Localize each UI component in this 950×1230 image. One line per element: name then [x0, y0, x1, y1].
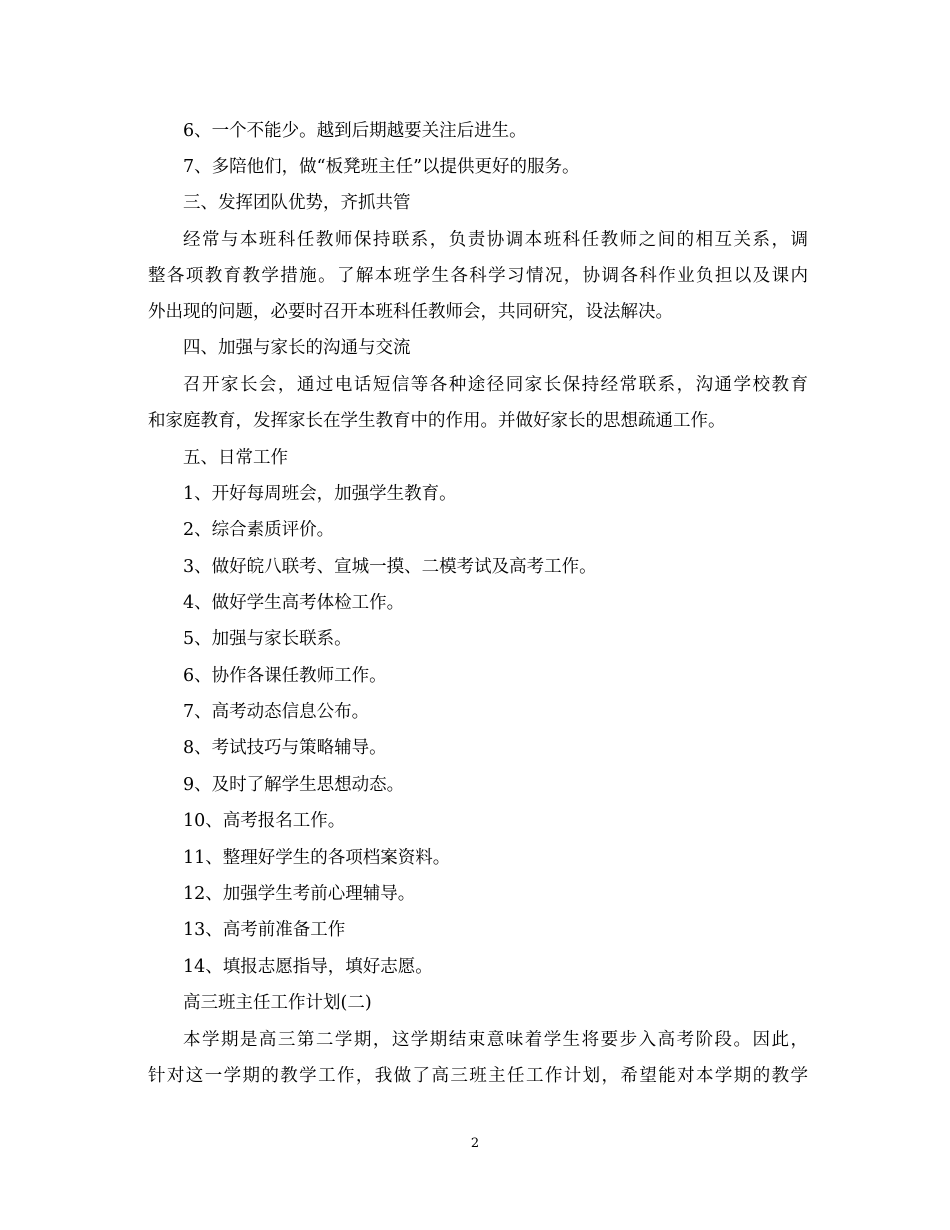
- list-item: 14、填报志愿指导，填好志愿。: [183, 957, 433, 977]
- list-item: 1、开好每周班会，加强学生教育。: [183, 484, 457, 504]
- paragraph-line: 外出现的问题，必要时召开本班科任教师会，共同研究，设法解决。: [148, 302, 673, 322]
- paragraph-line: 召开家长会，通过电话短信等各种途径同家长保持经常联系，沟通学校教育: [183, 375, 808, 395]
- list-item: 2、综合素质评价。: [183, 520, 335, 540]
- paragraph-line: 本学期是高三第二学期，这学期结束意味着学生将要步入高考阶段。因此，: [183, 1030, 808, 1050]
- list-item: 11、整理好学生的各项档案资料。: [183, 848, 451, 868]
- list-item: 12、加强学生考前心理辅导。: [183, 884, 416, 904]
- list-item-7: 7、多陪他们，做“板凳班主任”以提供更好的服务。: [183, 157, 580, 177]
- paragraph-line: 整各项教育教学措施。了解本班学生各科学习情况，协调各科作业负担以及课内: [148, 266, 808, 286]
- list-item: 13、高考前准备工作: [183, 920, 346, 940]
- paragraph-line: 经常与本班科任教师保持联系，负责协调本班科任教师之间的相互关系，调: [183, 230, 808, 250]
- list-item: 5、加强与家长联系。: [183, 629, 352, 649]
- section-title: 高三班主任工作计划(二): [183, 993, 372, 1013]
- list-item: 8、考试技巧与策略辅导。: [183, 738, 387, 758]
- paragraph-line: 和家庭教育，发挥家长在学生教育中的作用。并做好家长的思想疏通工作。: [148, 411, 726, 431]
- list-item: 4、做好学生高考体检工作。: [183, 593, 405, 613]
- section-heading-3: 三、发挥团队优势，齐抓共管: [183, 193, 411, 213]
- list-item: 10、高考报名工作。: [183, 811, 346, 831]
- list-item: 3、做好皖八联考、宣城一摸、二模考试及高考工作。: [183, 557, 597, 577]
- list-item: 9、及时了解学生思想动态。: [183, 775, 405, 795]
- section-heading-5: 五、日常工作: [183, 448, 288, 468]
- paragraph-line: 针对这一学期的教学工作，我做了高三班主任工作计划，希望能对本学期的教学: [148, 1066, 808, 1086]
- list-item: 6、协作各课任教师工作。: [183, 666, 387, 686]
- page-number: 2: [470, 1136, 480, 1151]
- list-item: 7、高考动态信息公布。: [183, 702, 370, 722]
- section-heading-4: 四、加强与家长的沟通与交流: [183, 338, 411, 358]
- list-item-6: 6、一个不能少。越到后期越要关注后进生。: [183, 121, 527, 141]
